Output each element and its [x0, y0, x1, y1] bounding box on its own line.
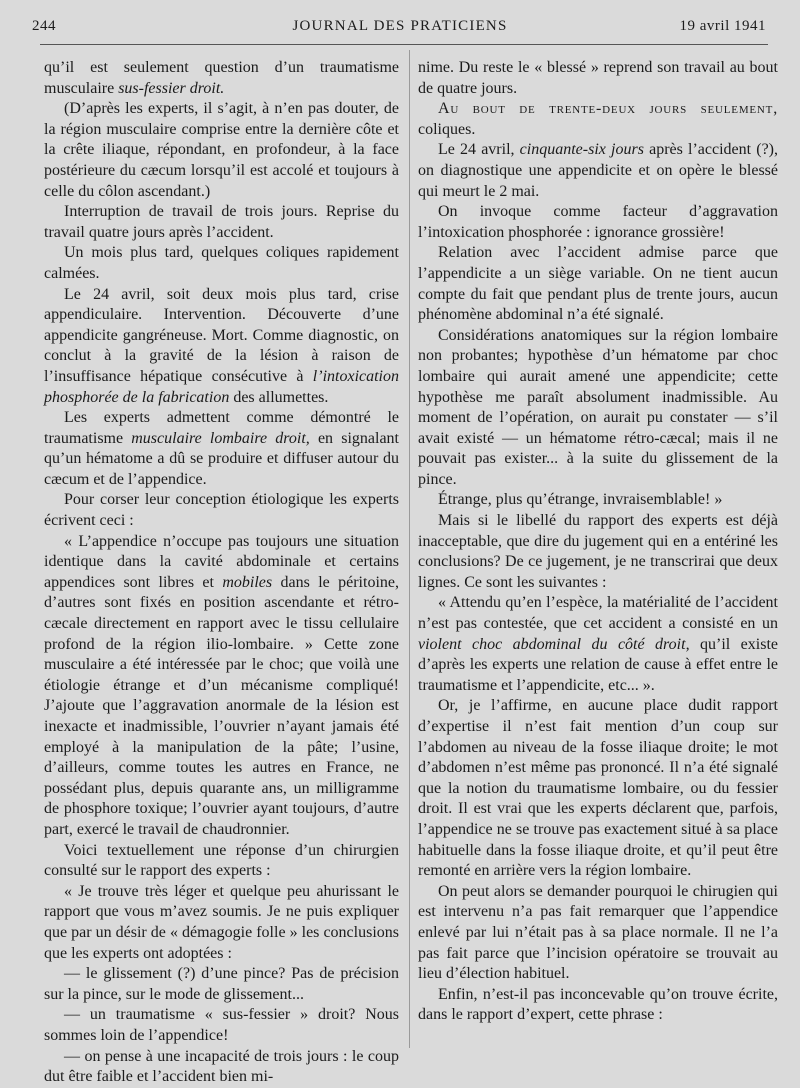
- header-rule: [40, 44, 768, 45]
- paragraph: nime. Du reste le « blessé » reprend son travail au bout de quatre jours.: [418, 59, 778, 97]
- paragraph: Interruption de travail de trois jours. Reprise du travail quatre jours après l’accident.: [44, 203, 399, 241]
- paragraph: Mais si le libellé du rapport des experts est déjà inacceptable, que dire du jugement qui en a entériné les conclusions? De ce jugement, je ne transcrirai que deux lignes. Ce sont les suivantes :: [418, 512, 778, 591]
- paragraph: qu’il est seulement question d’un traumatisme musculaire sus-fessier droit.: [44, 59, 399, 97]
- paragraph: On invoque comme facteur d’aggravation l’intoxication phosphorée : ignorance grossière!: [418, 203, 778, 241]
- page-header: [30, 18, 770, 42]
- paragraph: On peut alors se demander pourquoi le chirugien qui est intervenu n’a pas fait remarquer que l’appendice enlevé par lui n’était pas à sa place normale. Il ne l’a pas fait parce que l’incision opératoire se trouvait au lieu d’élection habituel.: [418, 882, 778, 983]
- issue-date: 19 avril 1941: [679, 18, 766, 34]
- paragraph: Enfin, n’est-il pas inconcevable qu’on trouve écrite, dans le rapport d’expert, cette phrase :: [418, 985, 778, 1024]
- paragraph: « Je trouve très léger et quelque peu ahurissant le rapport que vous m’avez soumis. Je ne puis expliquer que par un désir de « démagogie folle » les conclusions que les experts ont adoptées :: [44, 882, 399, 962]
- page-number: 244: [32, 18, 56, 34]
- paragraph: Les experts admettent comme démontré le traumatisme musculaire lombaire droit, en signalant qu’un hématome a dû se produire et diffuser autour du cæcum et de l’appendice.: [44, 409, 399, 488]
- paragraph: Au bout de trente-deux jours seulement, coliques.: [418, 100, 778, 138]
- paragraph: — le glissement (?) d’une pince? Pas de précision sur la pince, sur le mode de glissement...: [44, 965, 399, 1003]
- paragraph: « L’appendice n’occupe pas toujours une situation identique dans la cavité abdominale et certains appendices sont libres et mobiles dans le péritoine, d’autres sont fixés en position ascendante et rétro-cæcale directement en rapport avec le tissu cellulaire profond de la région ilio-lombaire. » Cette zone musculaire a été intéressée par le choc; que voilà une étiologie étrange et d’un mécanisme compliqué! J’ajoute que l’aggravation anormale de la lésion est inexacte et inadmissible, l’ouvrier n’ayant jamais été employé à la manipulation de la pâte; l’usine, d’ailleurs, comme toutes les autres en France, ne possédant plus, depuis quarante ans, un milligramme de phosphore toxique; l’ouvrier ayant toujours, d’autre part, exercé le travail de chaudronnier.: [44, 532, 399, 838]
- paragraph: Voici textuellement une réponse d’un chirurgien consulté sur le rapport des experts :: [44, 841, 399, 880]
- paragraph: Étrange, plus qu’étrange, invraisemblable! »: [438, 491, 723, 509]
- paragraph: Le 24 avril, soit deux mois plus tard, crise appendiculaire. Intervention. Découverte d’une appendicite gangréneuse. Mort. Comme diagnostic, on conclut à la gravité de la lésion à raison de l’insuffisance hépatique consécutive à l’intoxication phosphorée de la fabrication des allumettes.: [44, 285, 399, 406]
- journal-title: JOURNAL DES PRATICIENS: [292, 18, 508, 34]
- paragraph: — on pense à une incapacité de trois jours : le coup dut être faible et l’accident bien mi-: [44, 1047, 399, 1086]
- column-divider: [409, 50, 410, 1048]
- paragraph: Le 24 avril, cinquante-six jours après l’accident (?), on diagnostique une appendicite et on opère le blessé qui meurt le 2 mai.: [418, 141, 778, 200]
- paragraph: — un traumatisme « sus-fessier » droit? Nous sommes loin de l’appendice!: [44, 1006, 399, 1044]
- paragraph: Considérations anatomiques sur la région lombaire non probantes; hypothèse d’un hématome par choc lombaire qui aurait amené une appendicite; cette hypothèse me paraît absolument inadmissible. Au moment de l’opération, on aurait pu constater — s’il avait existé — un hématome rétro-cæcal; mais il ne pouvait pas exister... à la suite du glissement de la pince.: [418, 326, 778, 488]
- paragraph: Un mois plus tard, quelques coliques rapidement calmées.: [44, 244, 399, 282]
- paragraph: Pour corser leur conception étiologique les experts écrivent ceci :: [44, 491, 399, 530]
- paragraph: Or, je l’affirme, en aucune place dudit rapport d’expertise il n’est fait mention d’un coup sur l’abdomen au niveau de la fosse iliaque droite; le mot d’abdomen n’est même pas prononcé. Il n’a été signalé que la notion du traumatisme lombaire, ou du fessier droit. Il est vrai que les experts déclarent que, parfois, l’appendice ne se trouve pas exactement situé à sa place habituelle dans la fosse iliaque droite, et qu’il peut être remonté en arrière vers la région lombaire.: [418, 697, 778, 880]
- left-column: [44, 58, 399, 1088]
- paragraph: (D’après les experts, il s’agit, à n’en pas douter, de la région musculaire comprise entre la dernière côte et la crête iliaque, répondant, en profondeur, à la face postérieure du cæcum lorsqu’il est accolé et toujours à celle du côlon ascendant.): [44, 100, 399, 200]
- paragraph: Relation avec l’accident admise parce que l’appendicite a un siège variable. On ne tient aucun compte du fait que pendant plus de trente jours, aucun phénomène abdominal n’a été signalé.: [418, 244, 778, 324]
- paragraph: « Attendu qu’en l’espèce, la matérialité de l’accident n’est pas contestée, que cet accident a consisté en un violent choc abdominal du côté droit, qu’il existe d’après les experts une relation de cause à effet entre le traumatisme et l’appendicite, etc... ».: [418, 594, 779, 694]
- right-column: [418, 58, 778, 1026]
